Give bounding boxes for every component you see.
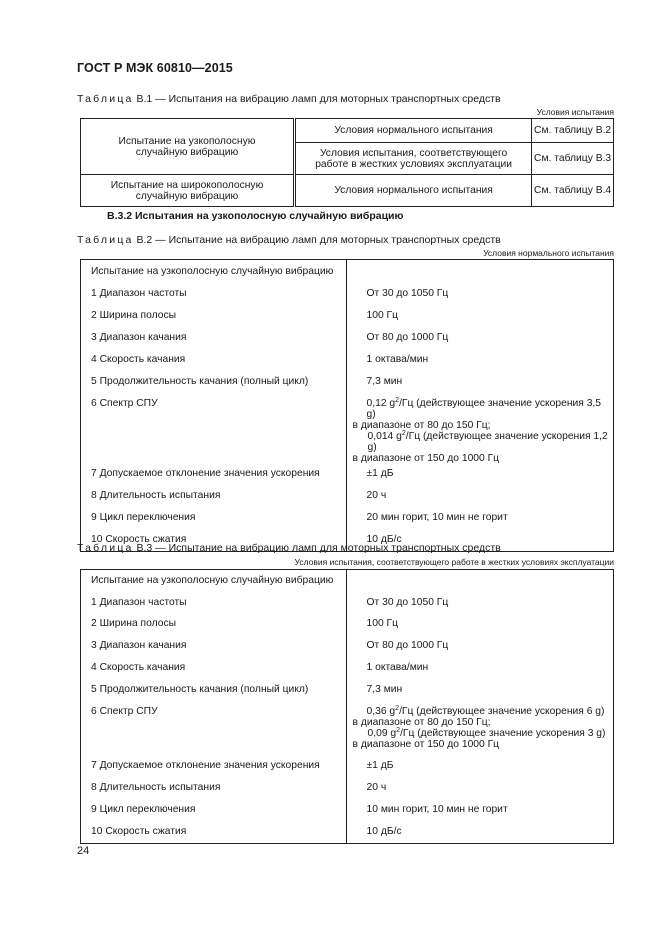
value-cell: 1 октава/мин [346,658,613,680]
param-cell: 7 Допускаемое отклонение значения ускорения [81,464,347,486]
table1-ref-cell: См. таблицу В.3 [532,143,614,175]
section-heading: В.3.2 Испытания на узкополосную случайную вибрацию [107,210,404,222]
table-row [81,592,614,614]
table1-ref-cell: См. таблицу В.4 [532,175,614,207]
value-cell: 20 мин горит, 10 мин не горит [346,508,613,530]
table-row [81,680,614,702]
param-cell: 10 Скорость сжатия [81,822,347,844]
table-row [81,636,614,658]
table3-caption-text: В.3 — Испытание на вибрацию ламп для моторных транспортных средств [136,542,501,554]
table-row [81,394,614,464]
value-cell: ±1 дБ [346,756,613,778]
table-row [81,306,614,328]
value-cell: 20 ч [346,486,613,508]
table-row [81,175,614,207]
table1-caption [77,93,501,105]
param-cell: 5 Продолжительность качания (полный цикл) [81,680,347,702]
spectrum-line-1: 0,12 $g^2/Гц$ (действующее значение ускорения 3,5 g) [366,396,602,420]
value-cell: От 30 до 1050 Гц [346,284,613,306]
table-row [81,119,614,143]
table-row [81,658,614,680]
spectrum-line-4: в диапазоне от 150 до 1000 Гц [352,452,500,464]
param-cell: 8 Длительность испытания [81,486,347,508]
table3-note: Условия испытания, соответствующего работе в жестких условиях эксплуатации [294,557,614,567]
spectrum-value-cell [346,702,613,756]
table-row [81,508,614,530]
table-row [81,372,614,394]
value-cell: 7,3 мин [346,372,613,394]
table1-conditions-cell: Условия нормального испытания [295,175,532,207]
value-cell: От 80 до 1000 Гц [346,328,613,350]
table-row [81,486,614,508]
table-row [81,570,614,592]
table-row [81,800,614,822]
param-cell: 4 Скорость качания [81,658,347,680]
table-row [81,328,614,350]
table1-conditions-cell: Условия испытания, соответствующего работе в жестких условиях эксплуатации [295,143,532,175]
table3-header-value [346,570,613,592]
table2-header-value [346,260,613,284]
table3-caption-label: Таблица [77,542,134,554]
param-cell: 9 Цикл переключения [81,800,347,822]
param-cell: 3 Диапазон качания [81,636,347,658]
value-cell: 10 дБ/с [346,530,613,552]
table2-header-cell: Испытание на узкополосную случайную вибрацию [81,260,347,284]
table1-caption-text: В.1 — Испытания на вибрацию ламп для моторных транспортных средств [136,93,501,105]
table-row [81,464,614,486]
value-cell: От 30 до 1050 Гц [346,592,613,614]
value-cell: 100 Гц [346,306,613,328]
table1 [80,118,614,207]
table-row [81,284,614,306]
spectrum-line-3: 0,014 $g^2/Гц$ (действующее значение ускорения 1,2 g) [367,429,608,453]
spectrum-line-1: 0,36 $g^2/Гц$ (действующее значение ускорения 6 g) [366,704,605,717]
param-cell: 1 Диапазон частоты [81,284,347,306]
table3 [80,569,614,844]
value-cell: 7,3 мин [346,680,613,702]
table2-caption [77,234,501,246]
value-cell: 100 Гц [346,614,613,636]
table2 [80,259,614,552]
table-row [81,822,614,844]
param-cell: 6 Спектр СПУ [81,394,347,464]
spectrum-line-3: 0,09 $g^2/Гц$ (действующее значение ускорения 3 g) [367,726,606,739]
table3-caption [77,542,501,554]
table2-caption-label: Таблица [77,234,134,246]
spectrum-value-cell [346,394,613,464]
value-cell: 10 мин горит, 10 мин не горит [346,800,613,822]
param-cell: 2 Ширина полосы [81,306,347,328]
value-cell: 10 дБ/с [346,822,613,844]
value-cell: 1 октава/мин [346,350,613,372]
table-row [81,756,614,778]
param-cell: 1 Диапазон частоты [81,592,347,614]
param-cell: 8 Длительность испытания [81,778,347,800]
value-cell: ±1 дБ [346,464,613,486]
table2-caption-text: В.2 — Испытание на вибрацию ламп для моторных транспортных средств [136,234,501,246]
table1-caption-label: Таблица [77,93,134,105]
param-cell: 10 Скорость сжатия [81,530,347,552]
table-row [81,614,614,636]
document-title: ГОСТ Р МЭК 60810—2015 [77,61,233,75]
param-cell: 5 Продолжительность качания (полный цикл) [81,372,347,394]
table1-ref-cell: См. таблицу В.2 [532,119,614,143]
page-number: 24 [77,845,90,857]
table-row [81,778,614,800]
param-cell: 4 Скорость качания [81,350,347,372]
spectrum-line-2: в диапазоне от 80 до 150 Гц; [352,419,491,431]
table-row [81,260,614,284]
param-cell: 7 Допускаемое отклонение значения ускорения [81,756,347,778]
value-cell: 20 ч [346,778,613,800]
param-cell: 6 Спектр СПУ [81,702,347,756]
table2-note: Условия нормального испытания [483,248,614,258]
param-cell: 2 Ширина полосы [81,614,347,636]
table1-test-cell: Испытание на широкополосную случайную вибрацию [81,175,295,207]
table-row [81,350,614,372]
value-cell: От 80 до 1000 Гц [346,636,613,658]
spectrum-line-4: в диапазоне от 150 до 1000 Гц [352,738,500,750]
spectrum-line-2: в диапазоне от 80 до 150 Гц; [352,716,491,728]
param-cell: 3 Диапазон качания [81,328,347,350]
table1-note: Условия испытания [536,107,614,117]
table1-test-cell: Испытание на узкополосную случайную вибрацию [81,119,295,175]
table-row [81,702,614,756]
table1-conditions-cell: Условия нормального испытания [295,119,532,143]
table3-header-cell: Испытание на узкополосную случайную вибрацию [81,570,347,592]
param-cell: 9 Цикл переключения [81,508,347,530]
